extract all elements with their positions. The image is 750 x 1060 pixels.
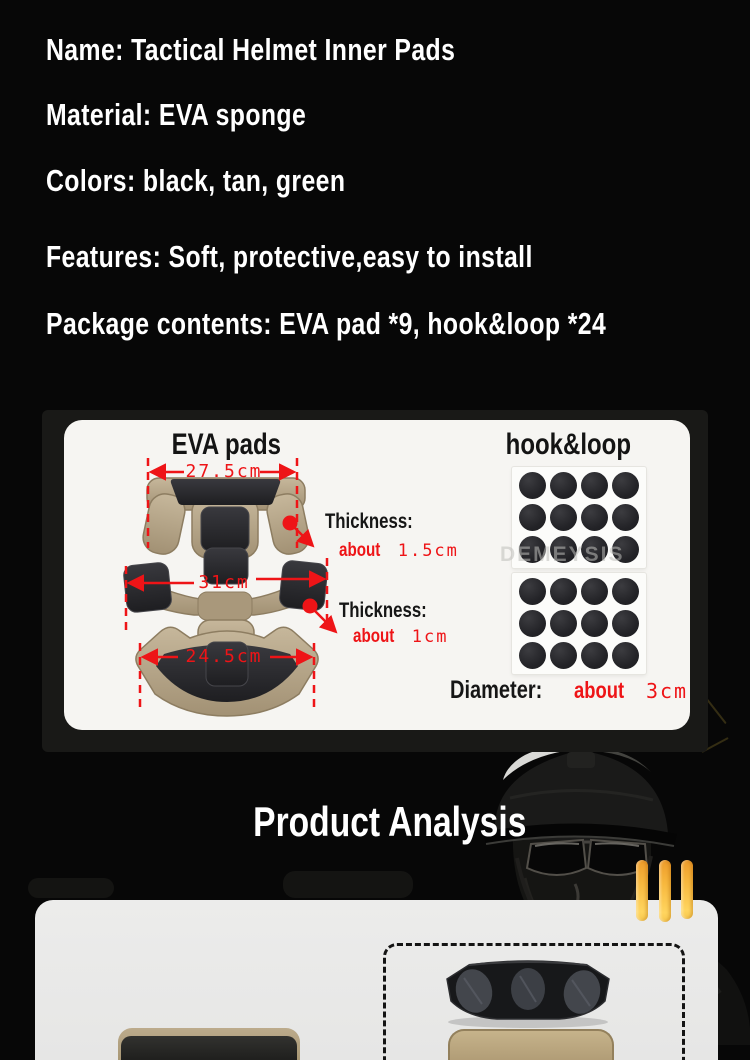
hook-loop-dot bbox=[519, 578, 546, 605]
thickness2-value bbox=[353, 626, 448, 648]
brand-watermark: DEMEYSIS bbox=[500, 543, 625, 566]
accent-bar bbox=[681, 860, 693, 919]
diameter-annotation bbox=[450, 676, 688, 705]
hook-loop-dot bbox=[581, 578, 608, 605]
accent-bar bbox=[636, 860, 648, 921]
spec-material-text: Material: EVA sponge bbox=[46, 97, 307, 132]
spec-line-package bbox=[46, 306, 746, 342]
thickness1-pointer-dot bbox=[283, 516, 298, 531]
diameter-about: about bbox=[574, 677, 625, 703]
hook-loop-dot bbox=[550, 578, 577, 605]
diameter-label: Diameter: bbox=[450, 676, 543, 704]
thickness2-about: about bbox=[353, 626, 395, 647]
diameter-cm: 3cm bbox=[645, 679, 689, 703]
hook-loop-title bbox=[460, 428, 676, 462]
dimension-middle: 31cm bbox=[198, 572, 250, 593]
product-analysis-panel bbox=[35, 900, 718, 1060]
product-analysis-text: Product Analysis bbox=[253, 798, 527, 845]
spec-line-name bbox=[46, 32, 558, 68]
spec-package-text: Package contents: EVA pad *9, hook&loop *24 bbox=[46, 306, 607, 341]
dimension-bottom: 24.5cm bbox=[185, 646, 263, 667]
eva-pads-title-text: EVA pads bbox=[171, 428, 281, 461]
hook-loop-dot bbox=[581, 610, 608, 637]
hook-loop-dot bbox=[581, 504, 608, 531]
thickness1-about: about bbox=[339, 540, 381, 561]
thickness1-value bbox=[339, 540, 459, 562]
hook-loop-dot bbox=[581, 472, 608, 499]
measurement-panel bbox=[64, 420, 690, 730]
spec-features-text: Features: Soft, protective,easy to install bbox=[46, 239, 533, 274]
spec-line-colors bbox=[46, 163, 420, 199]
hook-loop-dot bbox=[519, 610, 546, 637]
side-pad-image bbox=[118, 1028, 300, 1060]
thickness2-cm: 1cm bbox=[411, 627, 449, 647]
hook-loop-sheet-2 bbox=[512, 573, 646, 674]
hook-loop-dot bbox=[519, 642, 546, 669]
background-blob bbox=[28, 878, 114, 898]
hook-loop-dot bbox=[550, 610, 577, 637]
hook-loop-dot bbox=[519, 504, 546, 531]
hook-loop-dot bbox=[581, 642, 608, 669]
hook-loop-dot bbox=[612, 504, 639, 531]
accent-bar bbox=[659, 860, 671, 922]
spec-colors-text: Colors: black, tan, green bbox=[46, 163, 346, 198]
thickness2-pointer-dot bbox=[303, 599, 318, 614]
spec-line-material bbox=[46, 97, 371, 133]
thickness1-label: Thickness: bbox=[325, 510, 413, 533]
hook-loop-dot bbox=[612, 472, 639, 499]
thickness1-cm: 1.5cm bbox=[397, 541, 459, 561]
head-pad-image bbox=[438, 960, 618, 1028]
dimension-top: 27.5cm bbox=[185, 461, 263, 482]
spec-name-text: Name: Tactical Helmet Inner Pads bbox=[46, 32, 456, 67]
hook-loop-dot bbox=[550, 642, 577, 669]
hook-loop-dot bbox=[612, 642, 639, 669]
hook-loop-title-text: hook&loop bbox=[505, 428, 631, 461]
hook-loop-dot bbox=[519, 472, 546, 499]
hook-loop-dot bbox=[550, 472, 577, 499]
hook-loop-dot bbox=[612, 578, 639, 605]
background-blob bbox=[283, 871, 413, 898]
spec-line-features bbox=[46, 239, 654, 275]
section-title bbox=[115, 798, 665, 846]
hook-loop-dot bbox=[550, 504, 577, 531]
thickness2-label: Thickness: bbox=[339, 599, 427, 622]
hook-loop-dot bbox=[612, 610, 639, 637]
